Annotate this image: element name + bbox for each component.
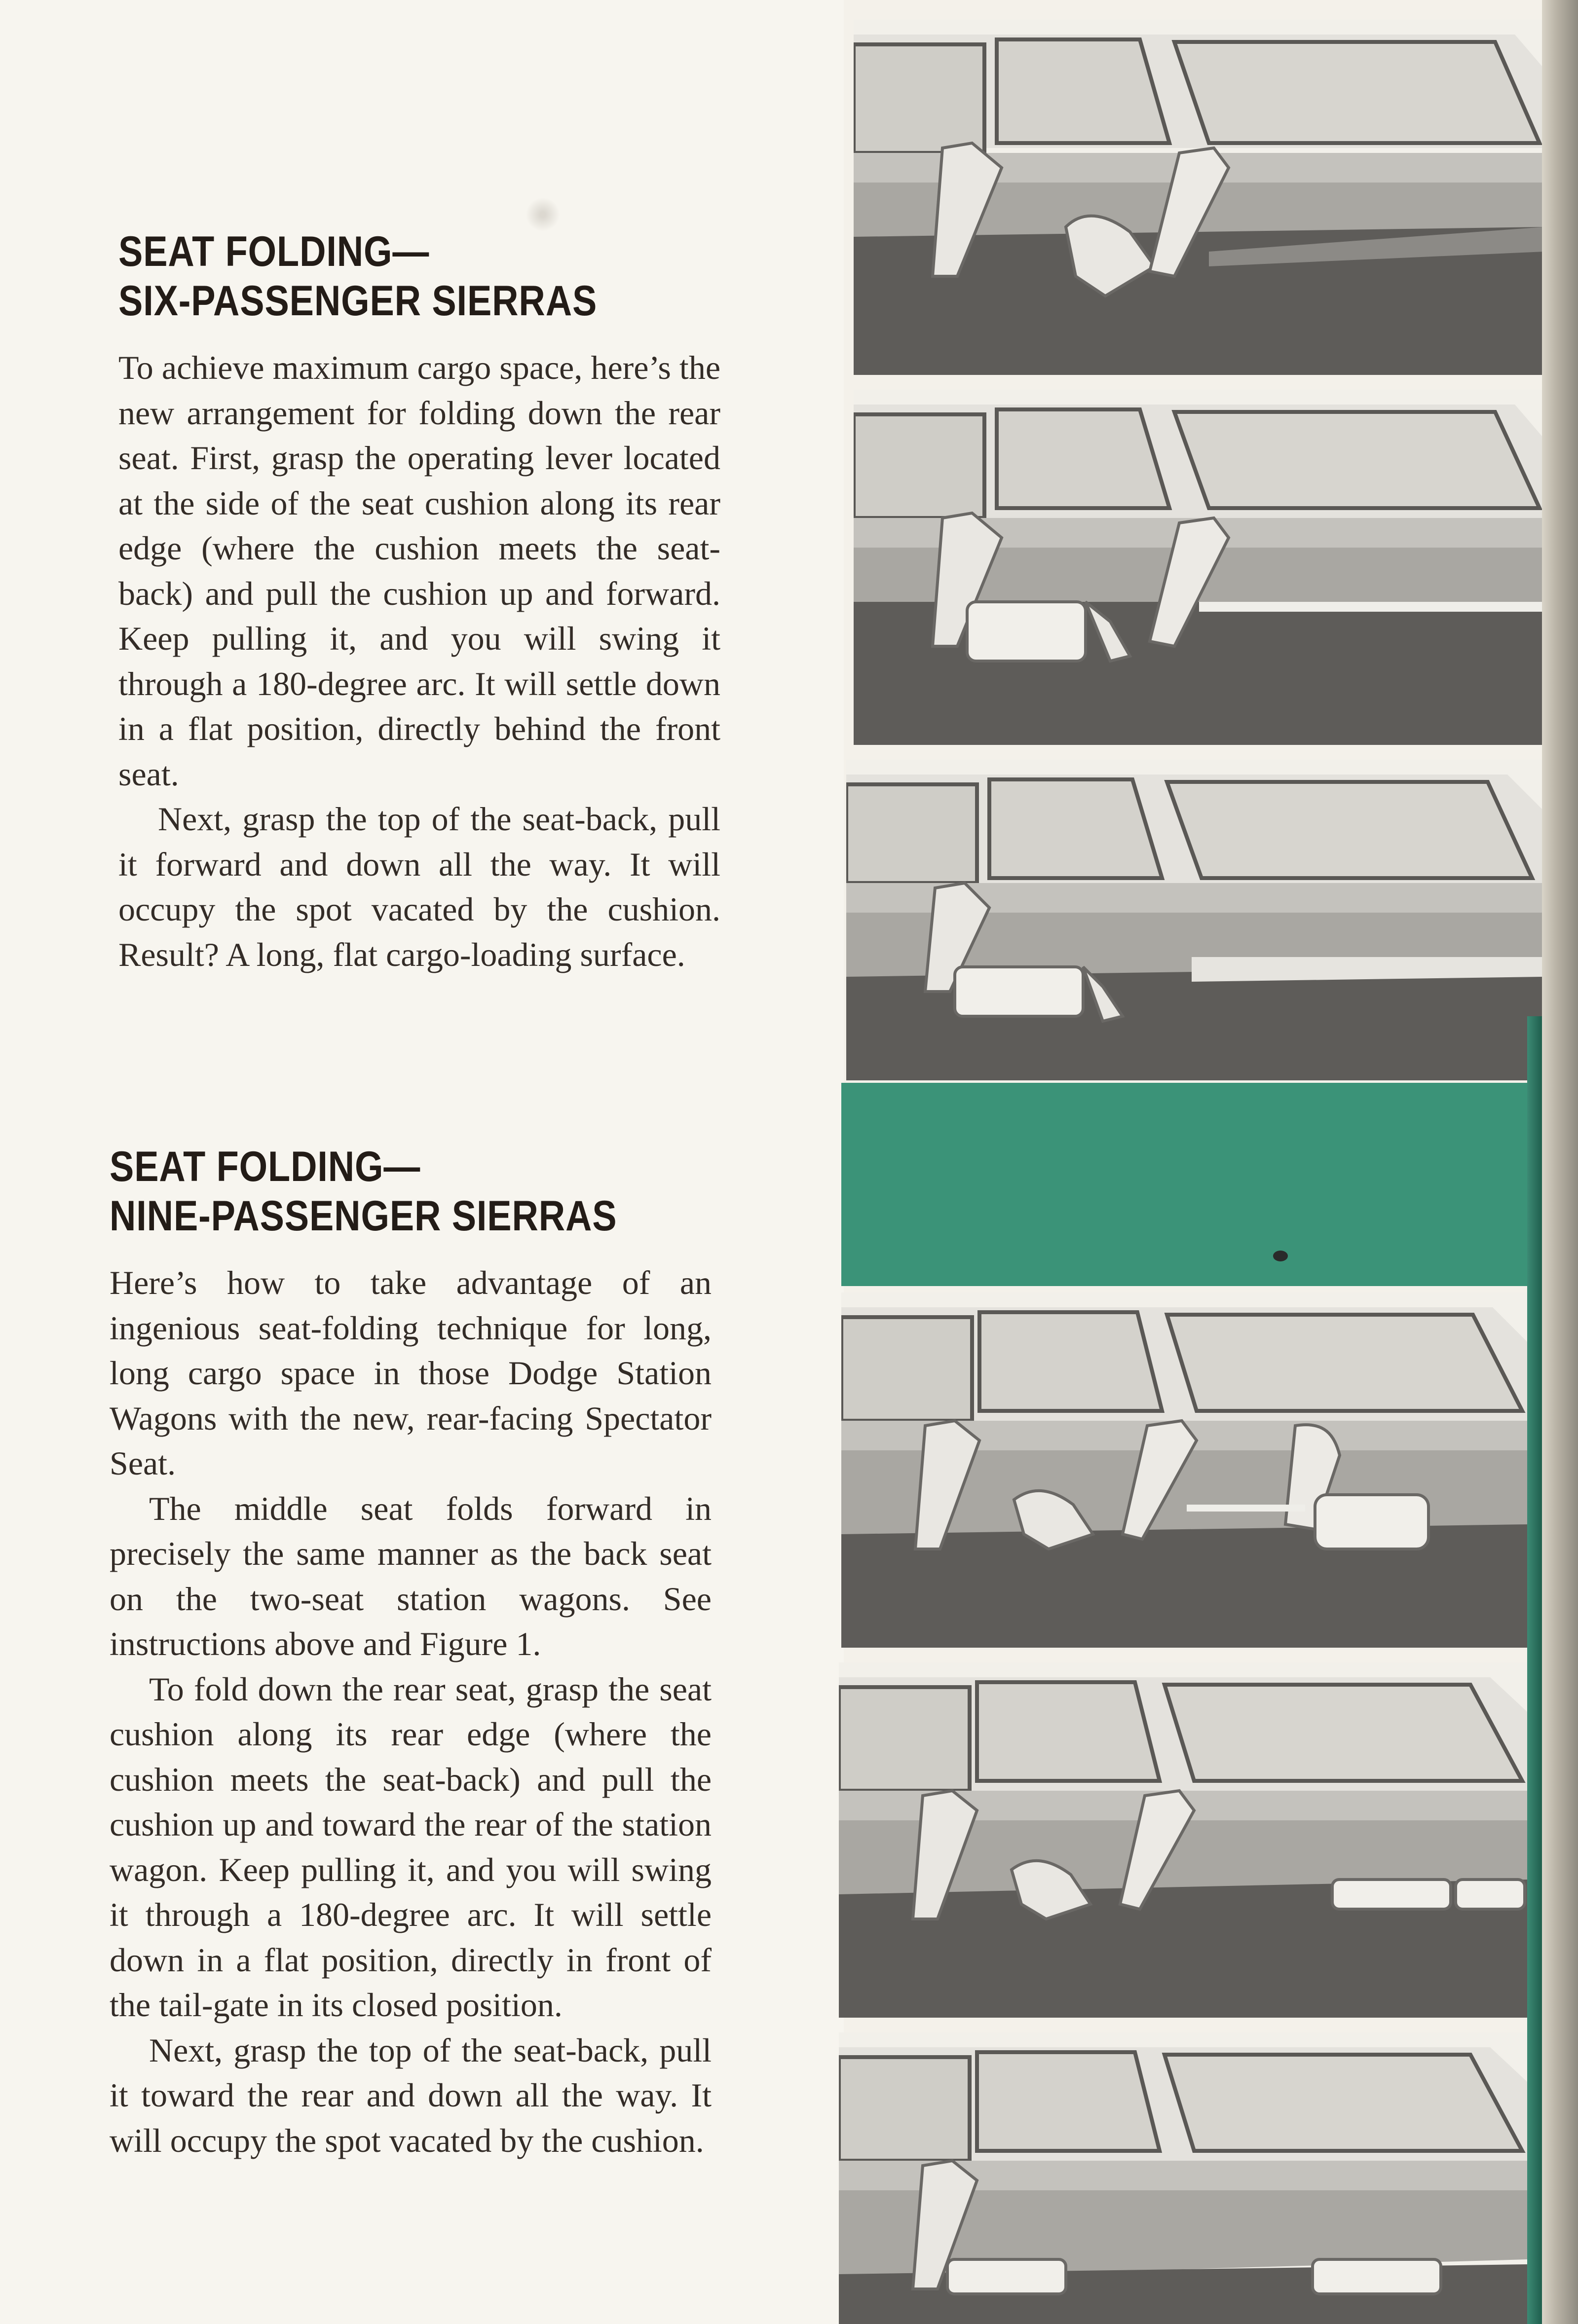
paragraph: The middle seat folds forward in precisely the same manner as the back seat on the two-seat station wagons. See instructions above and Figure 1. bbox=[110, 1489, 712, 1662]
green-band bbox=[841, 1083, 1532, 1286]
wagon-illustration-nine-3 bbox=[839, 2032, 1527, 2324]
paragraph: Next, grasp the top of the seat-back, pull it toward the rear and down all the way. It will occupy the spot vacated by the cushion. bbox=[110, 2031, 712, 2159]
page-edge bbox=[1542, 0, 1578, 2324]
section-six-passenger bbox=[118, 227, 720, 977]
wagon-illustration-nine-2 bbox=[839, 1662, 1527, 2018]
paragraph: Next, grasp the top of the seat-back, pull it forward and down all the way. It will occupy the spot vacated by the cushion. Result? A long, flat cargo-loading surface. bbox=[118, 800, 720, 973]
wagon-illustration-nine-1 bbox=[841, 1292, 1527, 1648]
wagon-illustration-six-3 bbox=[846, 760, 1542, 1080]
section-nine-passenger bbox=[110, 1142, 712, 2163]
heading-line-2: SIX-PASSENGER SIERRAS bbox=[118, 277, 598, 325]
paragraph: To fold down the rear seat, grasp the seat cushion along its rear edge (where the cushion meets the seat-back) and pull the cushion up and toward the rear of the station wagon. Keep pulling it, and you will swing it through a 180-degree arc. It will settle down in a flat position, directly in front of the tail-gate in its closed position. bbox=[110, 1670, 712, 2024]
section-heading bbox=[110, 1142, 627, 1241]
heading-line-1: SEAT FOLDING— bbox=[118, 228, 430, 275]
wagon-illustration-six-1 bbox=[854, 20, 1544, 375]
heading-line-2: NINE-PASSENGER SIERRAS bbox=[110, 1192, 617, 1240]
paragraph: To achieve maximum cargo space, here’s the new arrangement for folding down the rear seat. First, grasp the operating lever located at the side of the seat cushion along its rear edge (where the cushion meets the seat-back) and pull the cushion up and forward. Keep pulling it, and you will swing it through a 180-degree arc. It will settle down in a flat position, directly behind the front seat. bbox=[118, 349, 720, 793]
heading-line-1: SEAT FOLDING— bbox=[110, 1143, 421, 1190]
paragraph: Here’s how to take advantage of an ingenious seat-folding technique for long, long cargo space in those Dodge Station Wagons with the new, rear-facing Spectator Seat. bbox=[110, 1264, 712, 1482]
wagon-illustration-six-2 bbox=[854, 390, 1544, 745]
punch-hole bbox=[1273, 1251, 1288, 1261]
section-heading bbox=[118, 227, 636, 326]
page-edge-green bbox=[1527, 1016, 1542, 2324]
